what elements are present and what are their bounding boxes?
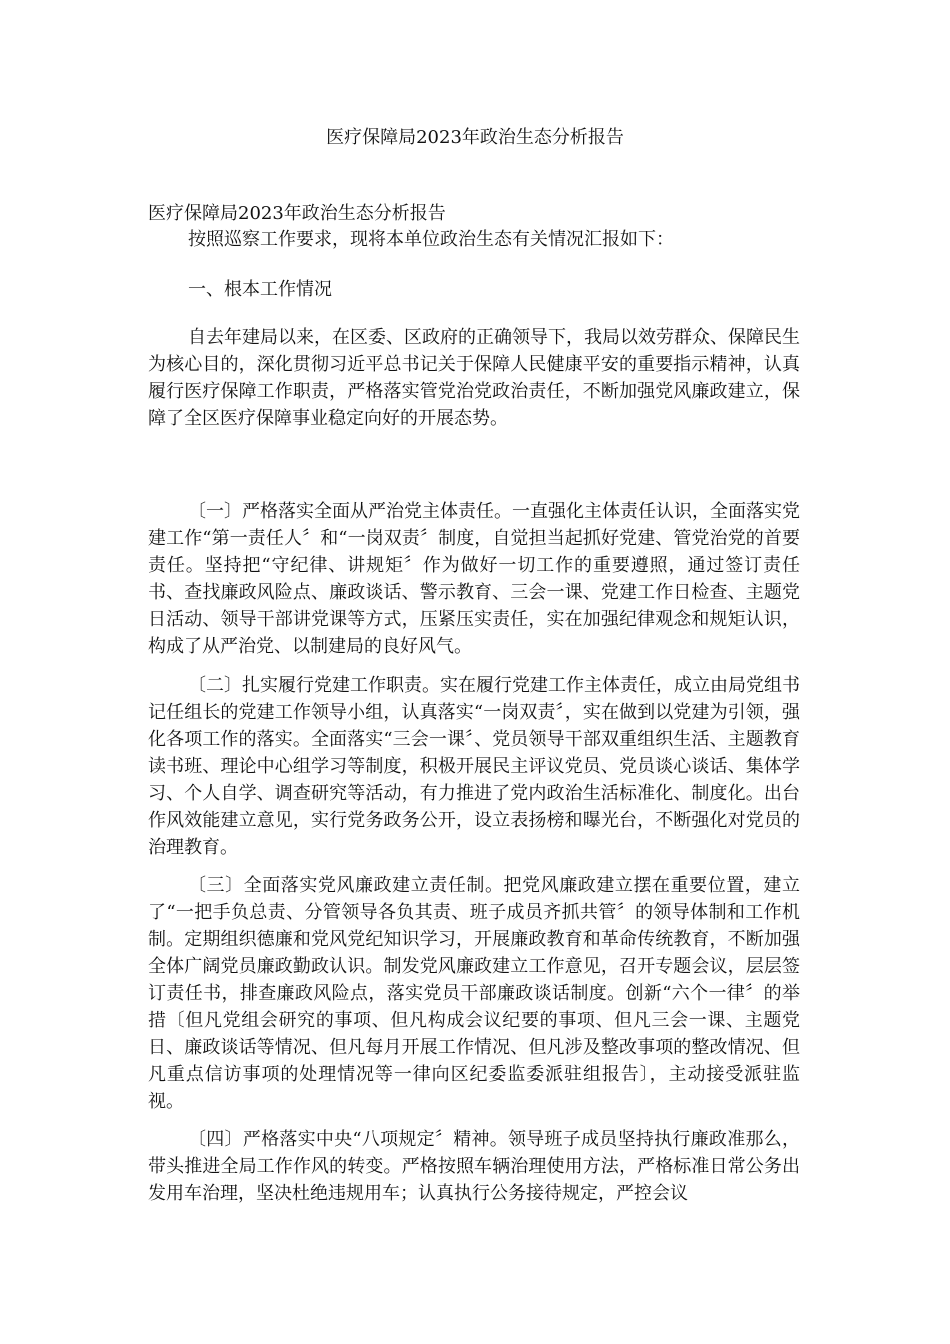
- intro-text: 按照巡察工作要求，现将本单位政治生态有关情况汇报如下：: [188, 229, 674, 250]
- paragraph-overview: 自去年建局以来，在区委、区政府的正确领导下，我局以效劳群众、保障民生为核心目的，深化贯彻习近平总书记关于保障人民健康平安的重要指示精神，认真履行医疗保障工作职责，严格落实管党治党政治责任，不断加强党风廉政建立，保障了全区医疗保障事业稳定向好的开展态势。: [148, 327, 800, 429]
- paragraph-item-2: 〔二〕扎实履行党建工作职责。实在履行党建工作主体责任，成立由局党组书记任组长的党建工作领导小组，认真落实“一岗双责〞，实在做到以党建为引领，强化各项工作的落实。全面落实“三会一课〞、党员领导干部双重组织生活、主题教育读书班、理论中心组学习等制度，积极开展民主评议党员、党员谈心谈话、集体学习、个人自学、调查研究等活动，有力推进了党内政治生活标准化、制度化。出台作风效能建立意见，实行党务政务公开，设立表扬榜和曝光台，不断强化对党员的治理教育。: [148, 675, 800, 858]
- paragraph-item-3: 〔三〕全面落实党风廉政建立责任制。把党风廉政建立摆在重要位置，建立了“一把手负总责、分管领导各负其责、班子成员齐抓共管〞的领导体制和工作机制。定期组织德廉和党风党纪知识学习，开展廉政教育和革命传统教育，不断加强全体广阔党员廉政勤政认识。制发党风廉政建立工作意见，召开专题会议，层层签订责任书，排查廉政风险点，落实党员干部廉政谈话制度。创新“六个一律〞的举措〔但凡党组会研究的事项、但凡构成会议纪要的事项、但凡三会一课、主题党日、廉政谈话等情况、但凡每月开展工作情况、但凡涉及整改事项的整改情况、但凡重点信访事项的处理情况等一律向区纪委监委派驻组报告〕，主动接受派驻监视。: [148, 875, 800, 1112]
- paragraph-item-1: 〔一〕严格落实全面从严治党主体责任。一直强化主体责任认识，全面落实党建工作“第一责任人〞和“一岗双责〞制度，自觉担当起抓好党建、管党治党的首要责任。坚持把“守纪律、讲规矩〞作为做好一切工作的重要遵照，通过签订责任书、查找廉政风险点、廉政谈话、警示教育、三会一课、党建工作日检查、主题党日活动、领导干部讲党课等方式，压紧压实责任，实在加强纪律观念和规矩认识，构成了从严治党、以制建局的良好风气。: [148, 501, 800, 657]
- section-heading-basic-work: 一、根本工作情况: [188, 279, 332, 300]
- paragraph-item-4: 〔四〕严格落实中央“八项规定〞精神。领导班子成员坚持执行廉政准那么，带头推进全局工作作风的转变。严格按照车辆治理使用方法，严格标准日常公务出发用车治理，坚决杜绝违规用车；认真执行公务接待规定，严控会议: [148, 1129, 800, 1204]
- document-title: 医疗保障局2023年政治生态分析报告: [326, 127, 624, 148]
- document-subtitle: 医疗保障局2023年政治生态分析报告: [148, 203, 446, 224]
